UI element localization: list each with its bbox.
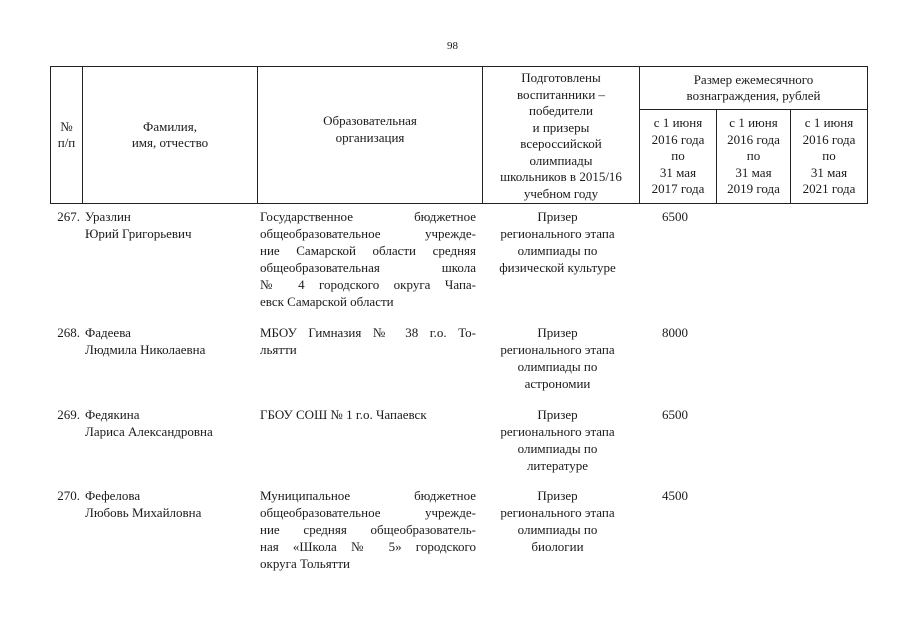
org-line: Государственное бюджетное [260, 209, 476, 224]
header-prepared-line: школьников в 2015/16 [500, 169, 622, 184]
header-prepared-line: победители [529, 103, 593, 118]
header-prepared-line: Подготовлены [521, 70, 601, 85]
header-prepared-line: всероссийской [520, 136, 602, 151]
table-header [50, 66, 868, 204]
status-line: олимпиады по [517, 359, 598, 374]
header-prepared [483, 67, 640, 204]
surname: Уразлин [85, 209, 131, 224]
page-number: 98 [447, 40, 458, 52]
header-award-line1: Размер ежемесячного [693, 71, 814, 87]
status-line: регионального этапа [500, 505, 615, 520]
period-line: 2016 года [802, 131, 856, 147]
header-period-2021 [791, 110, 868, 204]
header-award-line2: вознаграждения, рублей [686, 88, 821, 104]
org-line: общеобразовательное учрежде- [260, 505, 476, 520]
period-line: 2016 года [651, 131, 705, 147]
given-names: Людмила Николаевна [85, 342, 206, 357]
period-line: 31 мая [659, 164, 697, 180]
status-line: биологии [531, 539, 584, 554]
header-org [258, 67, 483, 204]
org-line: МБОУ Гимназия № 38 г.о. То- [260, 325, 476, 340]
given-names: Лариса Александровна [85, 424, 213, 439]
org-line: округа Тольятти [260, 556, 351, 571]
row-number: 269. [57, 407, 80, 422]
org-line: общеобразовательное учрежде- [260, 226, 476, 241]
period-line: по [822, 148, 836, 164]
period-line: с 1 июня [653, 115, 703, 131]
given-names: Любовь Михайловна [85, 505, 202, 520]
header-prepared-line: олимпиады [529, 152, 593, 168]
header-num [51, 67, 83, 204]
row-amount: 4500 [662, 488, 688, 503]
status-line: регионального этапа [500, 226, 615, 241]
row-name [85, 208, 255, 242]
header-prepared-line: воспитанники – [516, 86, 606, 102]
status-line: литературе [526, 458, 589, 473]
header-name [83, 67, 258, 204]
org-line: ние Самарской области средняя [260, 243, 476, 258]
row-number: 270. [57, 488, 80, 503]
surname: Фефелова [85, 488, 141, 503]
org-line: № 4 городского округа Чапа- [260, 277, 476, 292]
status-line: олимпиады по [517, 522, 598, 537]
header-org-line1: Образовательная [323, 113, 417, 128]
period-line: 2021 года [802, 181, 856, 197]
status-line: Призер [537, 407, 578, 422]
row-status [480, 208, 635, 276]
row-status [480, 406, 635, 474]
surname: Федякина [85, 407, 140, 422]
period-line: 31 мая [810, 164, 848, 180]
org-line: ние средняя общеобразователь- [260, 522, 476, 537]
row-amount: 6500 [662, 209, 688, 224]
row-name [85, 324, 255, 358]
org-line: Муниципальное бюджетное [260, 488, 476, 503]
surname: Фадеева [85, 325, 131, 340]
header-name-line1: Фамилия, [143, 118, 197, 134]
status-line: Призер [537, 325, 578, 340]
status-line: физической культуре [499, 260, 616, 275]
period-line: с 1 июня [729, 115, 778, 131]
header-num-line1: № [60, 118, 73, 134]
header-org-line2: организация [335, 129, 405, 145]
row-name [85, 487, 255, 521]
header-num-line2: п/п [57, 135, 76, 150]
row-status [480, 324, 635, 392]
row-number: 267. [57, 209, 80, 224]
header-award [640, 67, 868, 110]
header-name-line2: имя, отчество [131, 135, 209, 150]
status-line: Призер [537, 209, 578, 224]
given-names: Юрий Григорьевич [85, 226, 192, 241]
status-line: астрономии [524, 376, 591, 391]
status-line: олимпиады по [517, 243, 598, 258]
status-line: регионального этапа [500, 342, 615, 357]
org-line: ная «Школа № 5» городского [260, 539, 476, 554]
period-line: с 1 июня [804, 115, 854, 131]
header-prepared-line: учебном году [523, 185, 599, 201]
row-number: 268. [57, 325, 80, 340]
row-name [85, 406, 255, 440]
status-line: регионального этапа [500, 424, 615, 439]
header-period-2017 [640, 110, 717, 204]
period-line: 2019 года [727, 181, 780, 197]
period-line: 31 мая [735, 164, 772, 180]
row-amount: 8000 [662, 325, 688, 340]
status-line: Призер [537, 488, 578, 503]
row-organization [260, 487, 476, 572]
header-period-2019 [717, 110, 791, 204]
period-line: по [746, 148, 761, 164]
period-line: 2016 года [727, 131, 780, 147]
header-prepared-line: и призеры [532, 119, 590, 135]
org-line: общеобразовательная школа [260, 260, 476, 275]
row-status [480, 487, 635, 555]
row-organization [260, 324, 476, 358]
org-line: евск Самарской области [260, 294, 394, 309]
period-line: по [671, 148, 685, 164]
org-line: льятти [260, 342, 297, 357]
status-line: олимпиады по [517, 441, 598, 456]
row-organization [260, 406, 476, 423]
row-organization [260, 208, 476, 310]
row-amount: 6500 [662, 407, 688, 422]
org-line: ГБОУ СОШ № 1 г.о. Чапаевск [260, 407, 427, 422]
period-line: 2017 года [651, 181, 705, 197]
